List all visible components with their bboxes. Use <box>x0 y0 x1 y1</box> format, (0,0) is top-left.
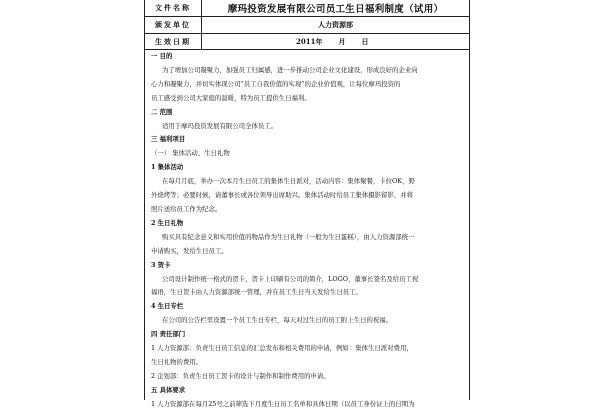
paragraph-line: 员工感受到公司大家庭的温暖，特为员工提供生日福利。 <box>151 93 311 102</box>
item-heading-greeting-card: 3 贺卡 <box>151 260 171 269</box>
subsection-heading: （一） 集体活动、生日礼物 <box>151 149 230 158</box>
file-name-label: 文件名称 <box>145 0 202 16</box>
paragraph-line: 2 企划部：负责生日员工贺卡的设计与制作和制作费用的申请。 <box>151 371 330 380</box>
paragraph-line: 外烧烤等；必要时候，请董事长或各位领导出席助兴。集体活动时给员工集体摄影留影，并将 <box>151 191 414 200</box>
section-heading-benefits: 三 福利项目 <box>151 135 186 144</box>
policy-document <box>144 0 470 408</box>
paragraph-line: 为了增加公司凝聚力，加强员工归属感，进一步推动公司企业文化建设，形成良好的企业向 <box>162 65 418 74</box>
section-heading-scope: 二 范围 <box>151 107 173 116</box>
file-name-row <box>145 0 469 17</box>
paragraph-line: 1 人力资源部在每月25号之前筛选下月度生日员工名单和具体日期（以员工身份证上的日期为 <box>151 399 415 408</box>
document-title: 摩玛投资发展有限公司员工生日福利制度（试用） <box>227 4 444 15</box>
section-heading-purpose: 一 目的 <box>151 52 173 60</box>
item-heading-birthday-gift: 2 生日礼物 <box>151 218 184 227</box>
section-heading-requirements: 五 具体要求 <box>151 385 186 394</box>
document-body <box>145 50 469 412</box>
paragraph-line: 照片送给员工作为纪念。 <box>151 204 222 213</box>
issuer-value: 人力资源部 <box>318 20 353 29</box>
paragraph-line: 福语，生日贺卡由人力资源部统一管理，并在员工生日当天发给生日员工。 <box>151 288 362 297</box>
paragraph-line: 适用于摩玛投资发展有限公司全体员工。 <box>162 121 278 130</box>
item-heading-group-activity: 1 集体活动 <box>151 163 184 172</box>
paragraph-line: 1 人力资源部：负责生日员工信息的汇总发布和相关费用的申请，例如：集体生日派对费用， <box>151 344 413 353</box>
issuer-label: 颁发单位 <box>145 17 202 33</box>
effective-date-label: 生效日期 <box>145 34 202 49</box>
item-heading-birthday-column: 4 生日专栏 <box>151 302 184 311</box>
effective-year: 2011年 <box>296 36 323 46</box>
paragraph-line: 心力和凝聚力，并切实体现公司“员工自我价值的实现”的企业价值观，让每位摩玛投资的 <box>151 79 401 88</box>
paragraph-line: 购买具有纪念意义和实用价值的物品作为生日礼物（一般为生日蛋糕），由人力资源部统一 <box>162 232 415 241</box>
paragraph-line: 在每月月底，举办一次本月生日员工的集体生日派对，活动内容：集体聚餐，卡拉OK，野 <box>162 177 415 186</box>
paragraph-line: 公司设计制作统一格式的贺卡，贺卡上印刷有公司的简介，LOGO，董事长签名及给员工祝 <box>162 274 419 283</box>
paragraph-line: 生日礼物的费用。 <box>151 357 203 366</box>
effective-day: 日 <box>361 36 369 46</box>
effective-month: 月 <box>338 36 346 46</box>
effective-date-row <box>145 34 469 50</box>
section-heading-responsibility: 四 责任部门 <box>151 330 186 339</box>
effective-date-value <box>202 34 469 49</box>
issuer-row <box>145 17 469 34</box>
paragraph-line: 在公司的公告栏里设置一个员工生日专栏，每天对过生日的员工附上生日的祝福。 <box>162 316 393 325</box>
paragraph-line: 申请购买，发给生日员工。 <box>151 246 228 255</box>
